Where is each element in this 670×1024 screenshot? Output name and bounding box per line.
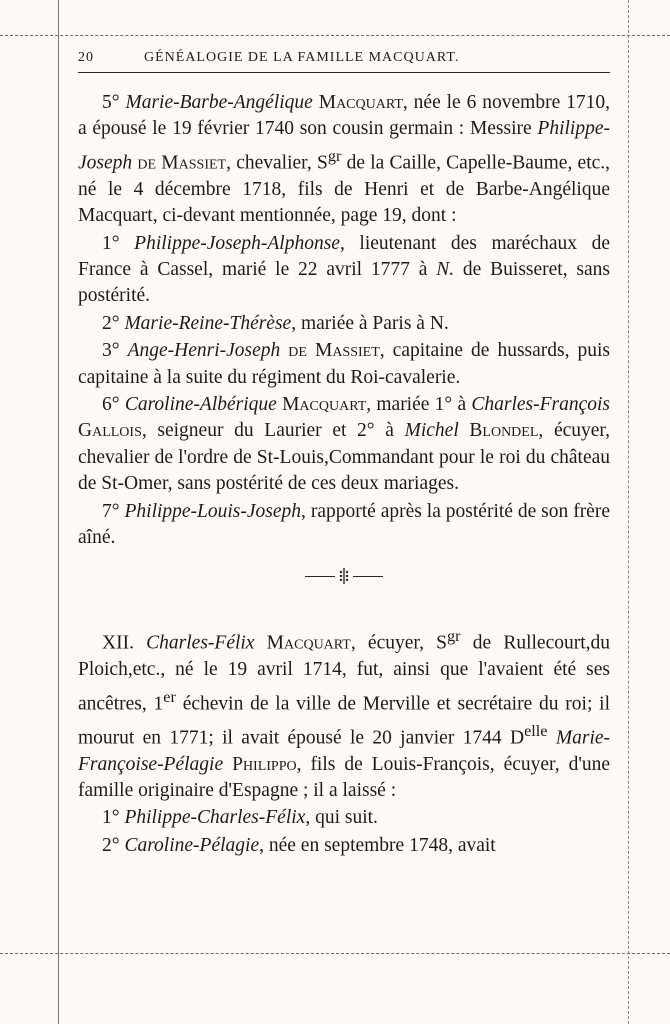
entry-text: , seigneur du Laurier et 2° à — [141, 420, 405, 442]
entry-text: de Rullecourt,du Ploich,etc., né le 19 avril 1714, fut, ainsi que l'avaient été ses ancêtres, 1 — [78, 632, 611, 715]
entry-text: de la Caille, Capelle-Baume, etc., né le 4 décembre 1718, fils de Henri et de Barbe-Angélique Macquart, ci-devant mentionnée, page 19, dont : — [78, 152, 611, 227]
entry-text: , née le 6 novembre 1710, a épousé le 19 février 1740 son cousin germain : Messire — [78, 92, 611, 140]
entry-text: , écuyer, chevalier de l'ordre de St-Louis,Commandant pour le roi du château de St-Omer, sans postérité de ces deux mariages. — [78, 420, 610, 495]
section-divider-ornament — [78, 563, 610, 589]
superscript: elle — [524, 721, 548, 740]
name-particle: de — [137, 152, 157, 174]
ordinal: 2° — [102, 312, 120, 334]
person-initial: N. — [436, 258, 455, 280]
entry-text: de Buisseret, sans postérité. — [78, 258, 610, 307]
top-fold-line — [0, 35, 670, 36]
superscript: gr — [447, 627, 461, 646]
ordinal: 1° — [102, 807, 120, 829]
person-name: Caroline-Albérique — [124, 393, 277, 415]
entry-text: , chevalier, S — [226, 152, 328, 174]
ordinal: 7° — [102, 500, 120, 522]
spouse-surname: Gallois — [78, 420, 142, 442]
entry-text: , écuyer, S — [350, 632, 447, 654]
person-name: Charles-Félix — [146, 632, 255, 654]
entry-text: , fils de Louis-François, écuyer, d'une famille originaire d'Espagne ; il a laissé : — [78, 753, 610, 801]
person-name: Caroline-Pélagie — [124, 834, 260, 856]
entry-text: échevin de la ville de Merville et secrétaire du roi; il mourut en 1771; il avait épousé le 20 janvier 1744 D — [78, 693, 610, 749]
entry-6 — [78, 392, 610, 498]
person-name: Philippe-Louis-Joseph — [124, 500, 302, 522]
surname: Macquart — [318, 92, 403, 113]
spouse-surname: Philippo — [232, 753, 297, 775]
entry-7 — [78, 499, 610, 552]
entry-5-child-1 — [78, 231, 610, 310]
entry-5 — [78, 90, 610, 230]
fleuron-icon — [337, 567, 351, 585]
entry-xii-child-2 — [78, 833, 610, 859]
person-name: Marie-Reine-Thérèse — [124, 312, 292, 334]
generation-numeral: XII. — [102, 632, 134, 654]
entry-text: , capitaine de hussards, puis capitaine à la suite du régiment du Roi-cavalerie. — [78, 340, 611, 388]
person-name: Philippe-Joseph-Alphonse — [134, 232, 340, 254]
spouse-name: Marie-Françoise-Pélagie — [78, 727, 611, 775]
ordinal: 1° — [102, 232, 120, 254]
spouse-name: Philippe-Joseph — [78, 118, 610, 174]
ornament-rule — [353, 576, 383, 577]
ordinal: 5° — [102, 92, 120, 113]
name-particle: de — [288, 340, 307, 362]
spouse-surname: Blondel — [469, 420, 539, 442]
ordinal: 6° — [102, 393, 120, 415]
entry-text: , lieutenant des maréchaux de France à Cassel, marié le 22 avril 1777 à — [78, 232, 610, 280]
entry-xii — [78, 623, 610, 804]
running-title: GÉNÉALOGIE DE LA FAMILLE MACQUART. — [144, 50, 460, 65]
bottom-fold-line — [0, 953, 670, 954]
person-name: Philippe-Charles-Félix — [124, 807, 306, 829]
right-margin-line — [628, 0, 629, 1024]
entry-text: , mariée à Paris à N. — [291, 312, 449, 334]
entry-xii-child-1 — [78, 805, 610, 831]
ornament-rule — [305, 576, 335, 577]
entry-5-child-3 — [78, 338, 610, 391]
spouse-name: Michel — [404, 420, 459, 442]
surname: Massiet — [314, 340, 380, 362]
page-number: 20 — [78, 50, 94, 65]
body-text — [78, 90, 610, 859]
superscript: gr — [327, 146, 342, 165]
entry-text: , qui suit. — [305, 807, 378, 829]
spouse-name: Charles-François — [471, 393, 611, 415]
person-name: Ange-Henri-Joseph — [127, 340, 281, 362]
entry-text: , née en septembre 1748, avait — [259, 834, 496, 856]
entry-5-child-2 — [78, 311, 610, 337]
entry-text: , mariée 1° à — [366, 393, 472, 415]
running-header — [78, 40, 610, 73]
entry-text — [548, 727, 556, 748]
spouse-surname: Massiet — [161, 152, 227, 174]
ordinal: 3° — [102, 340, 120, 362]
surname: Macquart — [282, 393, 367, 415]
left-margin-line — [58, 0, 59, 1024]
entry-text: , rapporté après la postérité de son frère aîné. — [78, 500, 610, 548]
person-name: Marie-Barbe-Angélique — [125, 92, 313, 113]
book-page — [78, 40, 610, 859]
superscript: er — [163, 687, 176, 706]
ordinal: 2° — [102, 834, 120, 856]
surname: Macquart — [266, 632, 351, 654]
